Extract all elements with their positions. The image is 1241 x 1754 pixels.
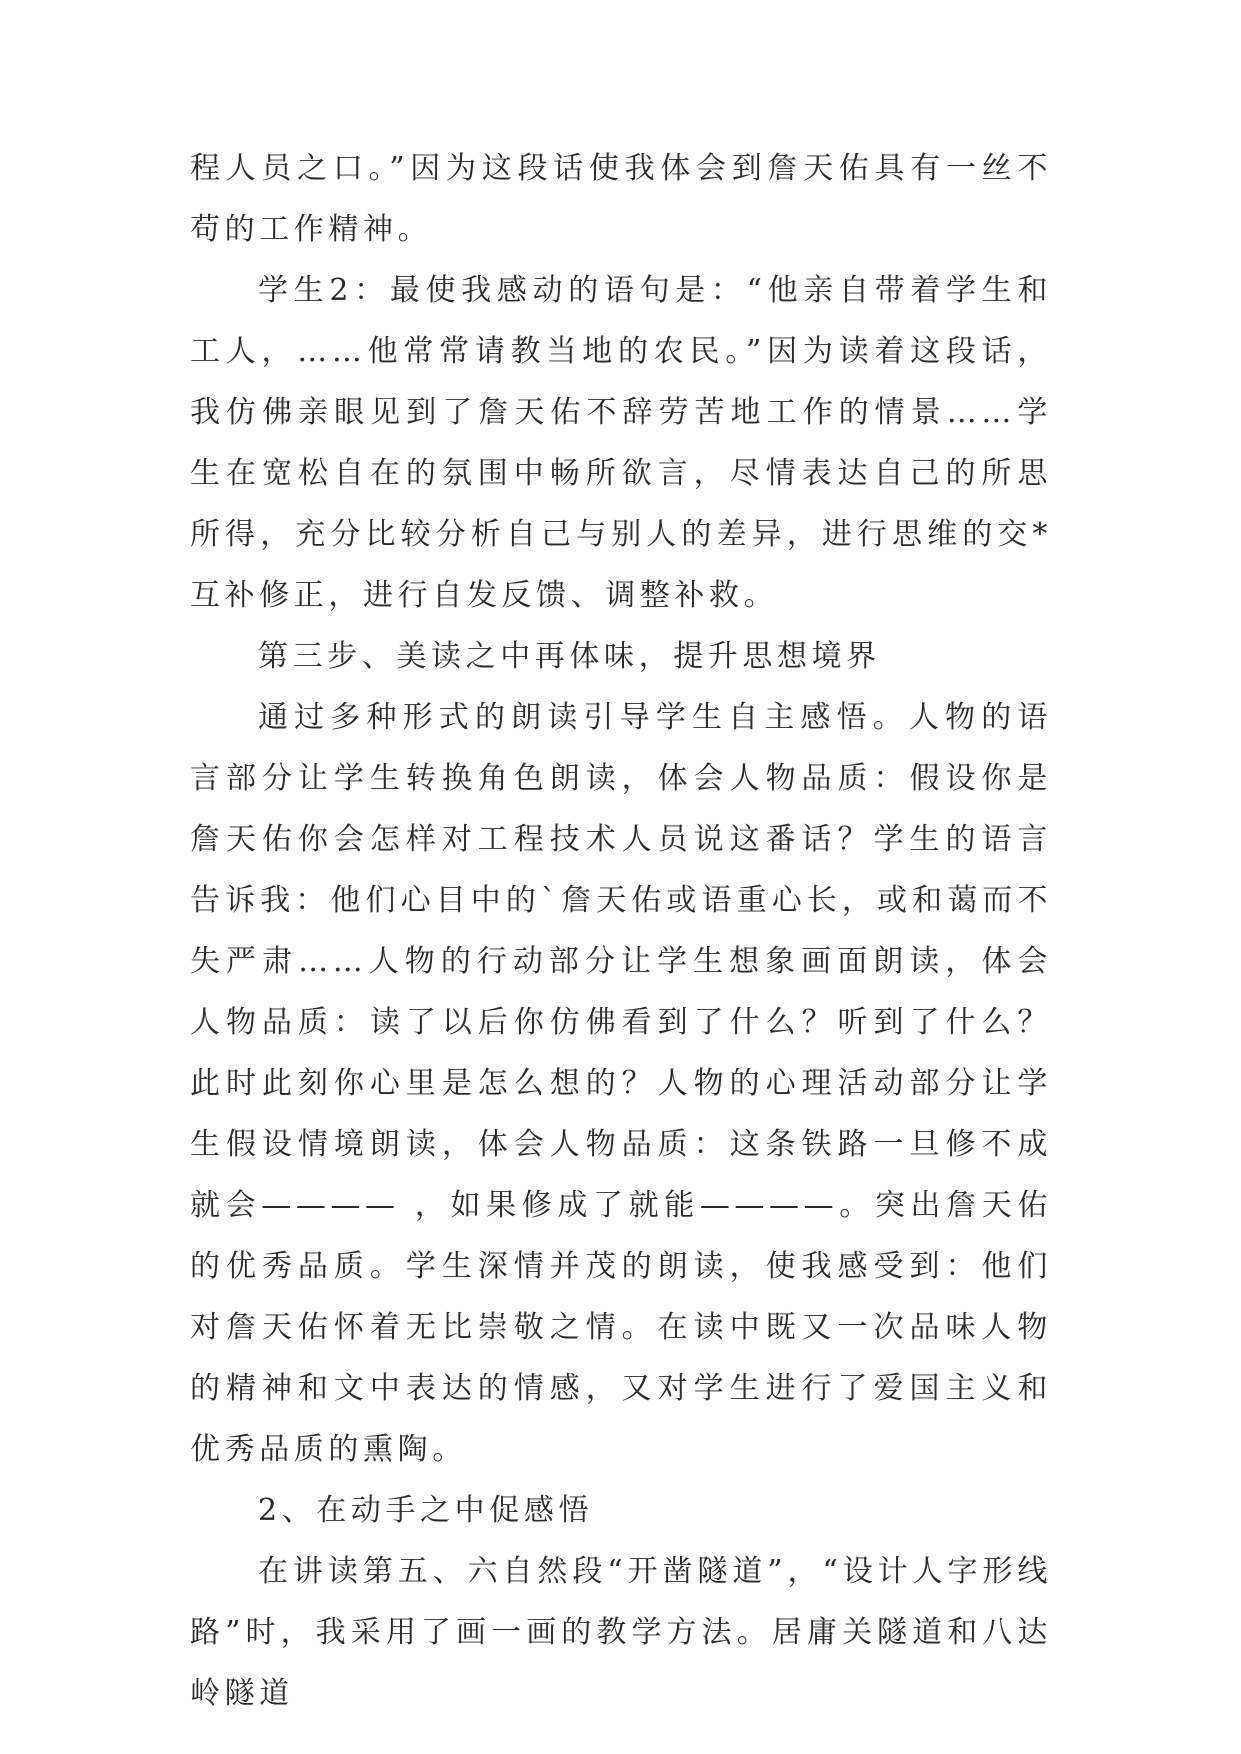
paragraph-student-2: 学生2：最使我感动的语句是：“他亲自带着学生和工人，……他常常请教当地的农民。”因为读着这段话，我仿佛亲眼见到了詹天佑不辞劳苦地工作的情景……学生在宽松自在的氛围中畅所欲言，尽情表达自己的所思所得，充分比较分析自己与别人的差异，进行思维的交*互补修正，进行自发反馈、调整补救。 [190, 273, 1052, 613]
paragraph-reading-guidance: 通过多种形式的朗读引导学生自主感悟。人物的语言部分让学生转换角色朗读，体会人物品质：假设你是詹天佑你会怎样对工程技术人员说这番话？学生的语言告诉我：他们心目中的`詹天佑或语重心长，或和蔼而不失严肃……人物的行动部分让学生想象画面朗读，体会人物品质：读了以后你仿佛看到了什么？听到了什么？此时此刻你心里是怎么想的？人物的心理活动部分让学生假设情境朗读，体会人物品质：这条铁路一旦修不成就会———— ，如果修成了就能————。突出詹天佑的优秀品质。学生深情并茂的朗读，使我感受到：他们对詹天佑怀着无比崇敬之情。在读中既又一次品味人物的精神和文中表达的情感，又对学生进行了爱国主义和优秀品质的熏陶。 [190, 700, 1052, 1467]
section-heading-step-three: 第三步、美读之中再体味，提升思想境界 [258, 639, 881, 674]
paragraph-continuation: 程人员之口。”因为这段话使我体会到詹天佑具有一丝不苟的工作精神。 [190, 151, 1052, 247]
section-heading-hands-on: 2、在动手之中促感悟 [258, 1493, 594, 1528]
paragraph-drawing-method: 在讲读第五、六自然段“开凿隧道”，“设计人字形线路”时，我采用了画一画的教学方法。居庸关隧道和八达岭隧道 [190, 1554, 1052, 1711]
document-page [190, 138, 1052, 1724]
